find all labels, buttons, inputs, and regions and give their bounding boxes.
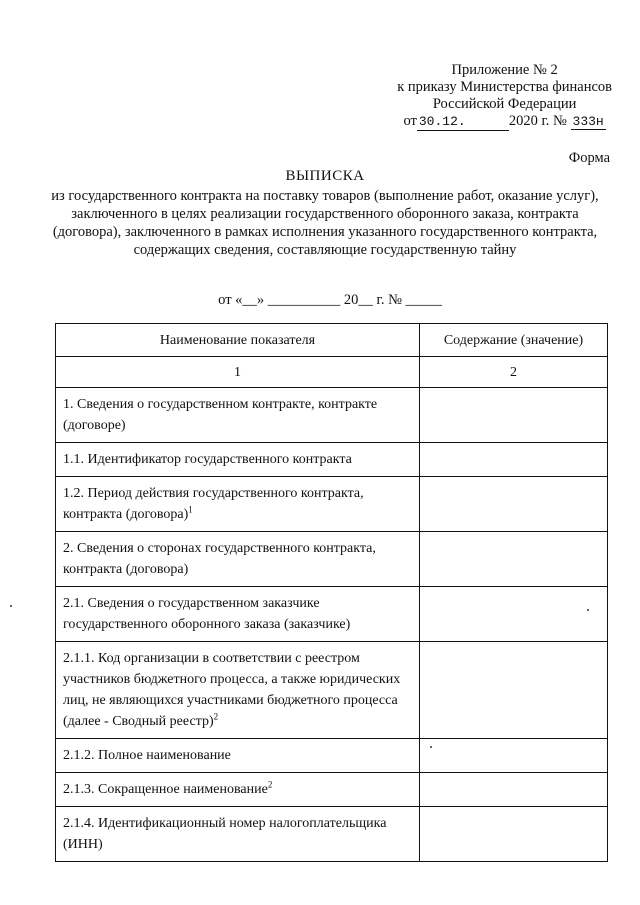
extract-date-line: от «__» __________ 20__ г. № _____ bbox=[218, 292, 442, 308]
table-row bbox=[56, 739, 608, 773]
form-label: Форма bbox=[568, 150, 610, 166]
order-date-field: 30.12. bbox=[417, 113, 509, 131]
indicator-label: 2.1.2. Полное наименование bbox=[63, 748, 231, 763]
order-reference: к приказу Министерства финансов bbox=[397, 79, 612, 95]
indicator-name bbox=[56, 477, 420, 532]
date-prefix: от bbox=[403, 113, 417, 129]
indicator-name bbox=[56, 443, 420, 477]
indicators-table bbox=[55, 323, 608, 862]
date-year: 2020 г. № bbox=[508, 113, 567, 129]
scan-speck bbox=[430, 746, 432, 748]
ministry-country: Российской Федерации bbox=[432, 96, 577, 112]
indicator-value[interactable] bbox=[420, 532, 608, 587]
column-header-value: Содержание (значение) bbox=[420, 324, 608, 357]
footnote-mark: 1 bbox=[188, 504, 193, 515]
column-number-2: 2 bbox=[420, 357, 608, 388]
title-text: из государственного контракта на поставку товаров (выполнение работ, оказание услуг), заключенного в целях реализации государственного оборонного заказа, контракта (договора), заключенного в рамках исполнения указанного государственного контракта, содержащих сведения, составляющие государственную тайну bbox=[51, 188, 599, 258]
indicator-value[interactable] bbox=[420, 773, 608, 807]
table-header-row bbox=[56, 324, 608, 357]
indicator-value[interactable] bbox=[420, 739, 608, 773]
column-number-1: 1 bbox=[56, 357, 420, 388]
indicator-name bbox=[56, 739, 420, 773]
title-main: ВЫПИСКА bbox=[285, 168, 365, 184]
document-title bbox=[40, 167, 610, 259]
order-number-field: 333н bbox=[572, 114, 604, 129]
table-row bbox=[56, 642, 608, 739]
scan-speck bbox=[10, 605, 12, 607]
indicator-label: 2.1. Сведения о государственном заказчике государственного оборонного заказа (заказчике) bbox=[63, 596, 351, 632]
indicator-name bbox=[56, 532, 420, 587]
indicator-value[interactable] bbox=[420, 477, 608, 532]
order-date-line bbox=[397, 113, 612, 131]
indicator-name bbox=[56, 773, 420, 807]
indicator-name bbox=[56, 807, 420, 862]
indicator-label: 2.1.3. Сокращенное наименование bbox=[63, 782, 268, 797]
table-row bbox=[56, 587, 608, 642]
table-row bbox=[56, 477, 608, 532]
footnote-mark: 2 bbox=[267, 779, 273, 790]
column-number-row bbox=[56, 357, 608, 388]
indicator-label: 1.1. Идентификатор государственного контракта bbox=[63, 452, 352, 467]
indicator-label: 1.2. Период действия государственного контракта, контракта (договора) bbox=[63, 486, 364, 522]
footnote-mark: 2 bbox=[213, 711, 219, 722]
indicator-value[interactable] bbox=[420, 587, 608, 642]
table-row bbox=[56, 532, 608, 587]
scan-speck bbox=[587, 609, 589, 611]
table-row bbox=[56, 443, 608, 477]
indicator-value[interactable] bbox=[420, 642, 608, 739]
indicator-label: 2.1.4. Идентификационный номер налогоплательщика (ИНН) bbox=[63, 816, 387, 852]
table-row bbox=[56, 773, 608, 807]
indicator-value[interactable] bbox=[420, 443, 608, 477]
table-row bbox=[56, 388, 608, 443]
indicator-label: 2.1.1. Код организации в соответствии с реестром участников бюджетного процесса, а также юридических лиц, не являющихся участниками бюджетного процесса (далее - Сводный реестр) bbox=[63, 651, 401, 729]
indicator-name bbox=[56, 388, 420, 443]
indicator-name bbox=[56, 642, 420, 739]
indicator-name bbox=[56, 587, 420, 642]
appendix-number: Приложение № 2 bbox=[451, 62, 558, 78]
document-header bbox=[397, 62, 612, 131]
table-row bbox=[56, 807, 608, 862]
column-header-name: Наименование показателя bbox=[56, 324, 420, 357]
indicator-value[interactable] bbox=[420, 388, 608, 443]
indicator-label: 2. Сведения о сторонах государственного контракта, контракта (договора) bbox=[63, 541, 376, 577]
indicator-label: 1. Сведения о государственном контракте, контракте (договоре) bbox=[63, 397, 378, 433]
indicator-value[interactable] bbox=[420, 807, 608, 862]
